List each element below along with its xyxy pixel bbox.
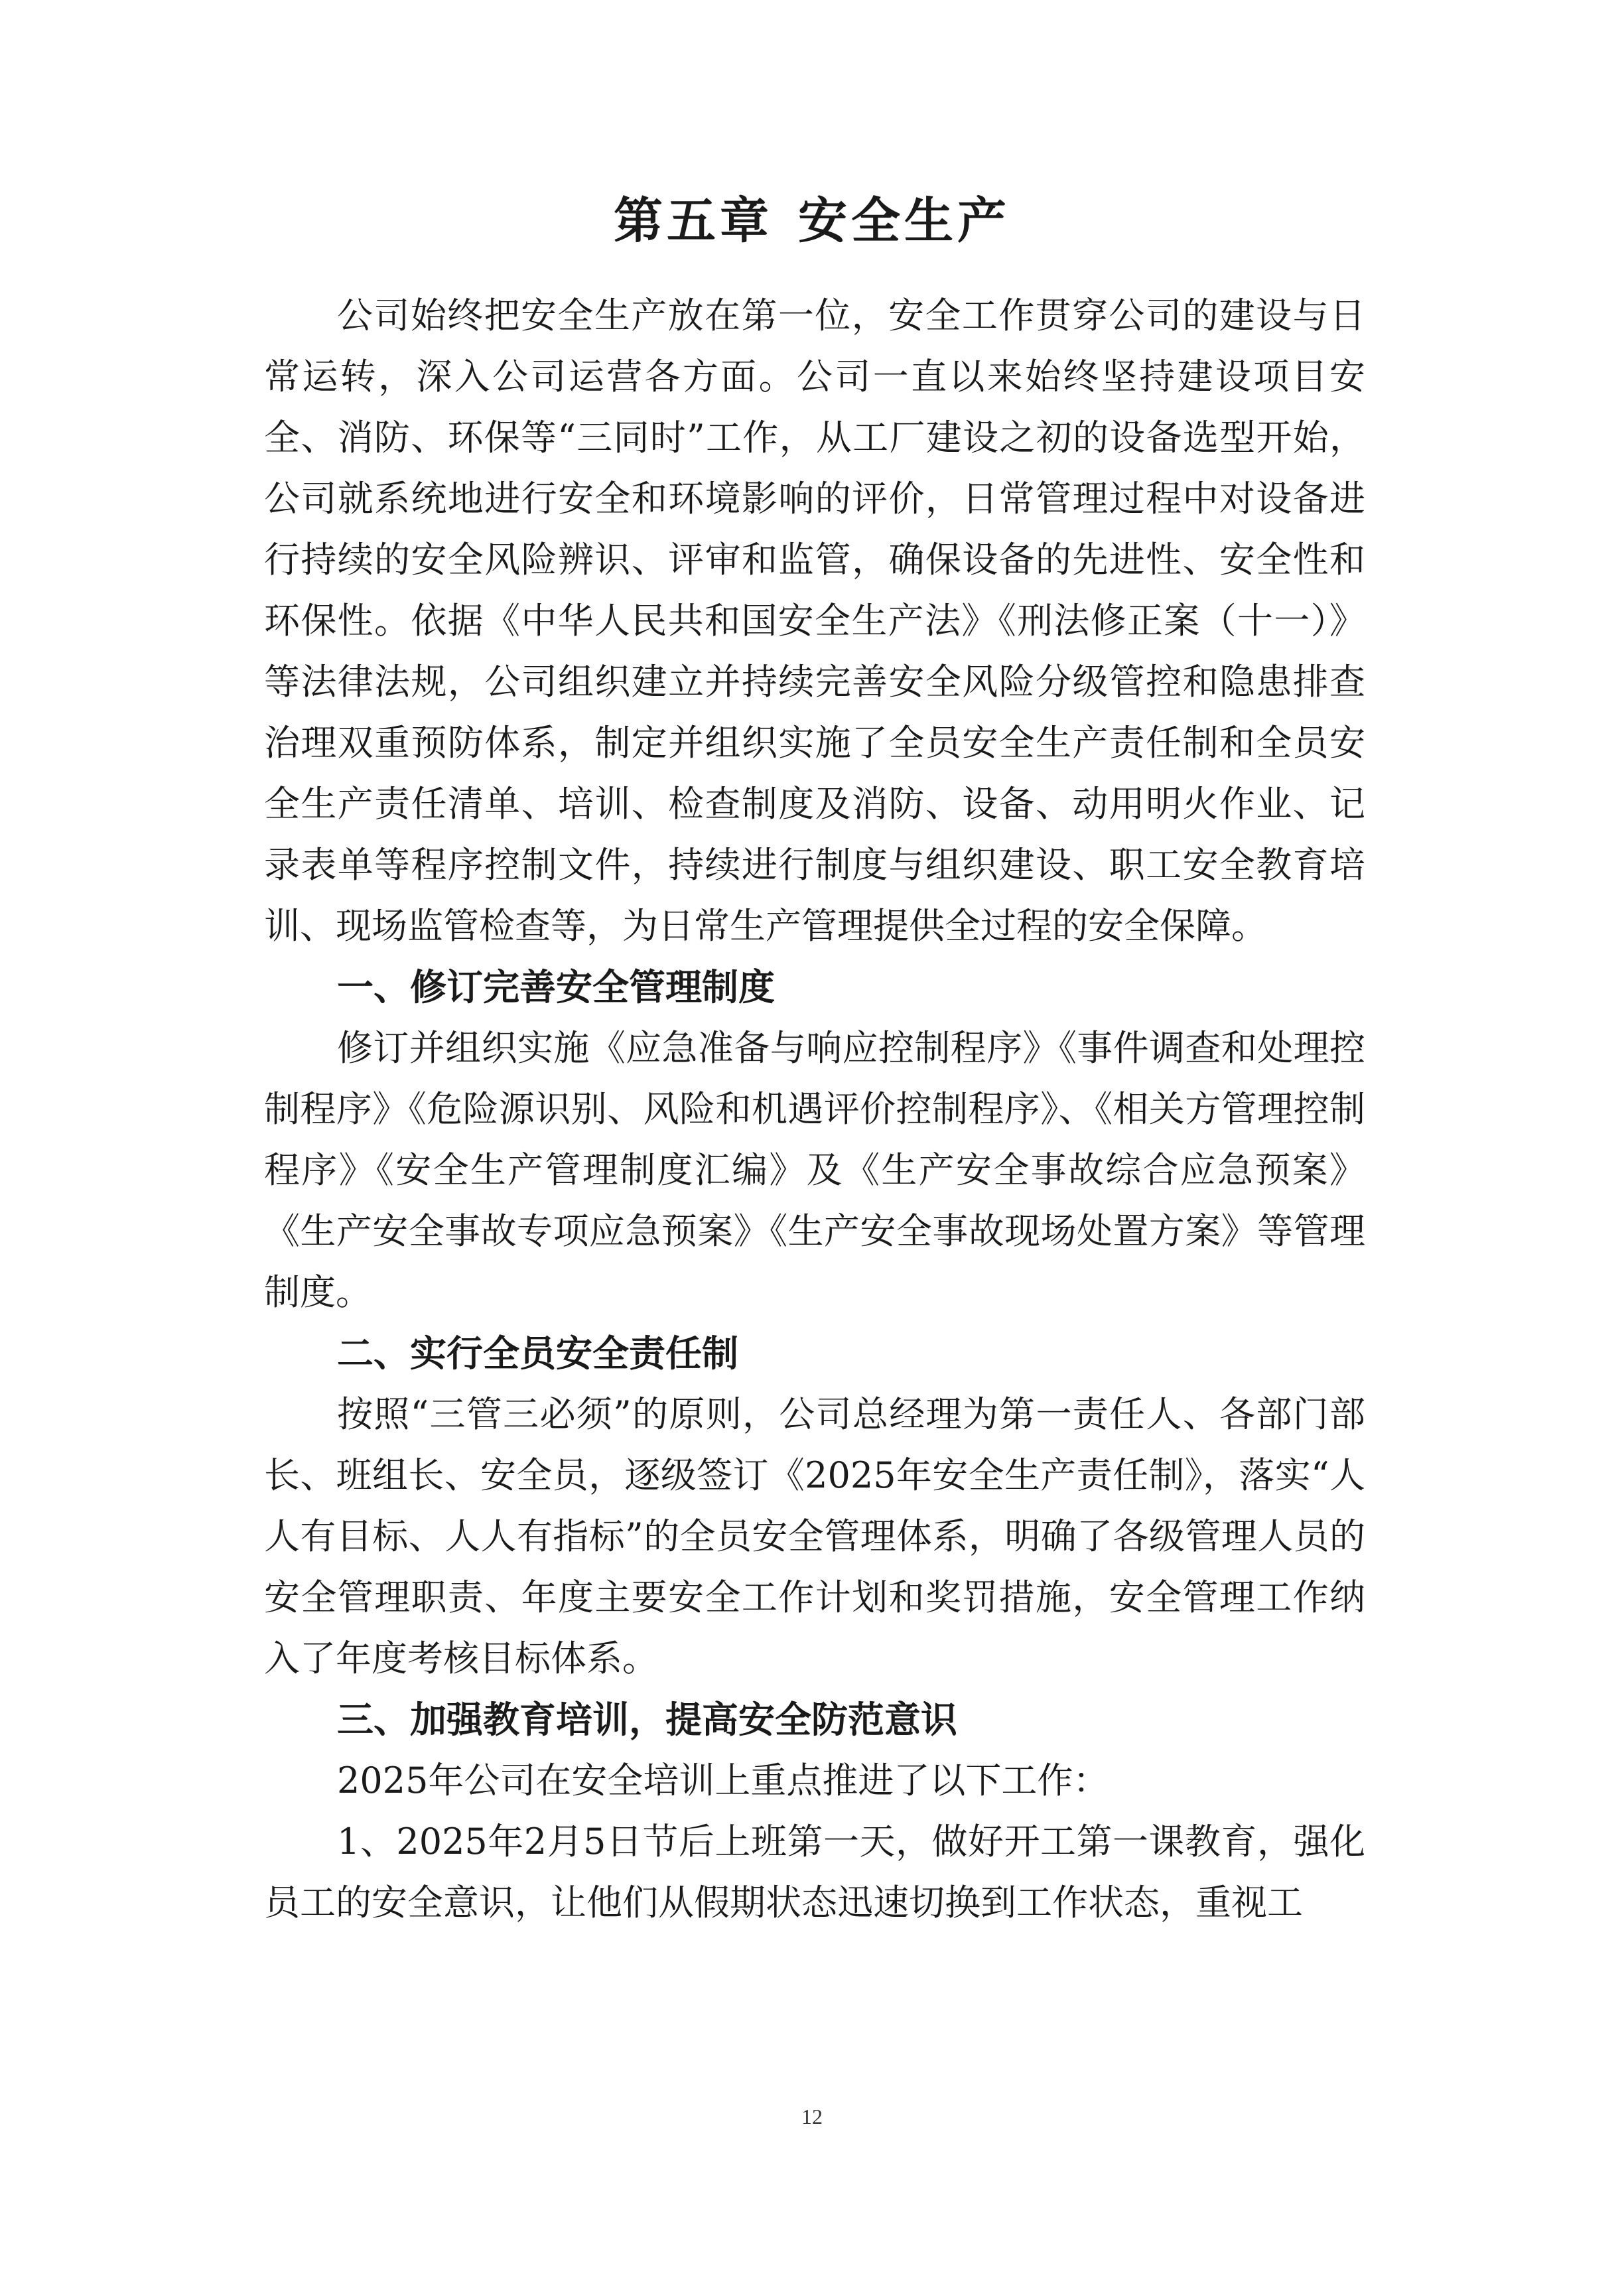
section-heading-3: 三、加强教育培训，提高安全防范意识	[337, 1699, 958, 1741]
section-paragraph-1: 修订并组织实施《应急准备与响应控制程序》《事件调查和处理控制程序》《危险源识别、风险和机遇评价控制程序》、《相关方管理控制程序》《安全生产管理制度汇编》及《生产安全事故综合应急预案》《生产安全事故专项应急预案》《生产安全事故现场处置方案》等管理制度。	[264, 1027, 1365, 1313]
chapter-number: 第五章	[614, 192, 773, 249]
page-number: 12	[801, 2105, 823, 2128]
section-heading-1: 一、修订完善安全管理制度	[337, 966, 776, 1008]
section-heading-2: 二、实行全员安全责任制	[337, 1332, 739, 1375]
section-intro-3: 2025年公司在安全培训上重点推进了以下工作：	[337, 1760, 1109, 1801]
section-paragraph-2: 按照“三管三必须”的原则，公司总经理为第一责任人、各部门部长、班组长、安全员，逐级签订《2025年安全生产责任制》，落实“人人有目标、人人有指标”的全员安全管理体系，明确了各级管理人员的安全管理职责、年度主要安全工作计划和奖罚措施，安全管理工作纳入了年度考核目标体系。	[264, 1393, 1365, 1679]
document-body	[264, 285, 1365, 1933]
chapter-title	[0, 184, 1624, 257]
section-item-1: 1、2025年2月5日节后上班第一天，做好开工第一课教育，强化员工的安全意识，让他们从假期状态迅速切换到工作状态，重视工	[264, 1821, 1365, 1923]
intro-paragraph: 公司始终把安全生产放在第一位，安全工作贯穿公司的建设与日常运转，深入公司运营各方面。公司一直以来始终坚持建设项目安全、消防、环保等“三同时”工作，从工厂建设之初的设备选型开始，公司就系统地进行安全和环境影响的评价，日常管理过程中对设备进行持续的安全风险辨识、评审和监管，确保设备的先进性、安全性和环保性。依据《中华人民共和国安全生产法》《刑法修正案（十一）》等法律法规，公司组织建立并持续完善安全风险分级管控和隐患排查治理双重预防体系，制定并组织实施了全员安全生产责任制和全员安全生产责任清单、培训、检查制度及消防、设备、动用明火作业、记录表单等程序控制文件，持续进行制度与组织建设、职工安全教育培训、现场监管检查等，为日常生产管理提供全过程的安全保障。	[264, 295, 1365, 947]
chapter-name: 安全生产	[798, 192, 1010, 249]
